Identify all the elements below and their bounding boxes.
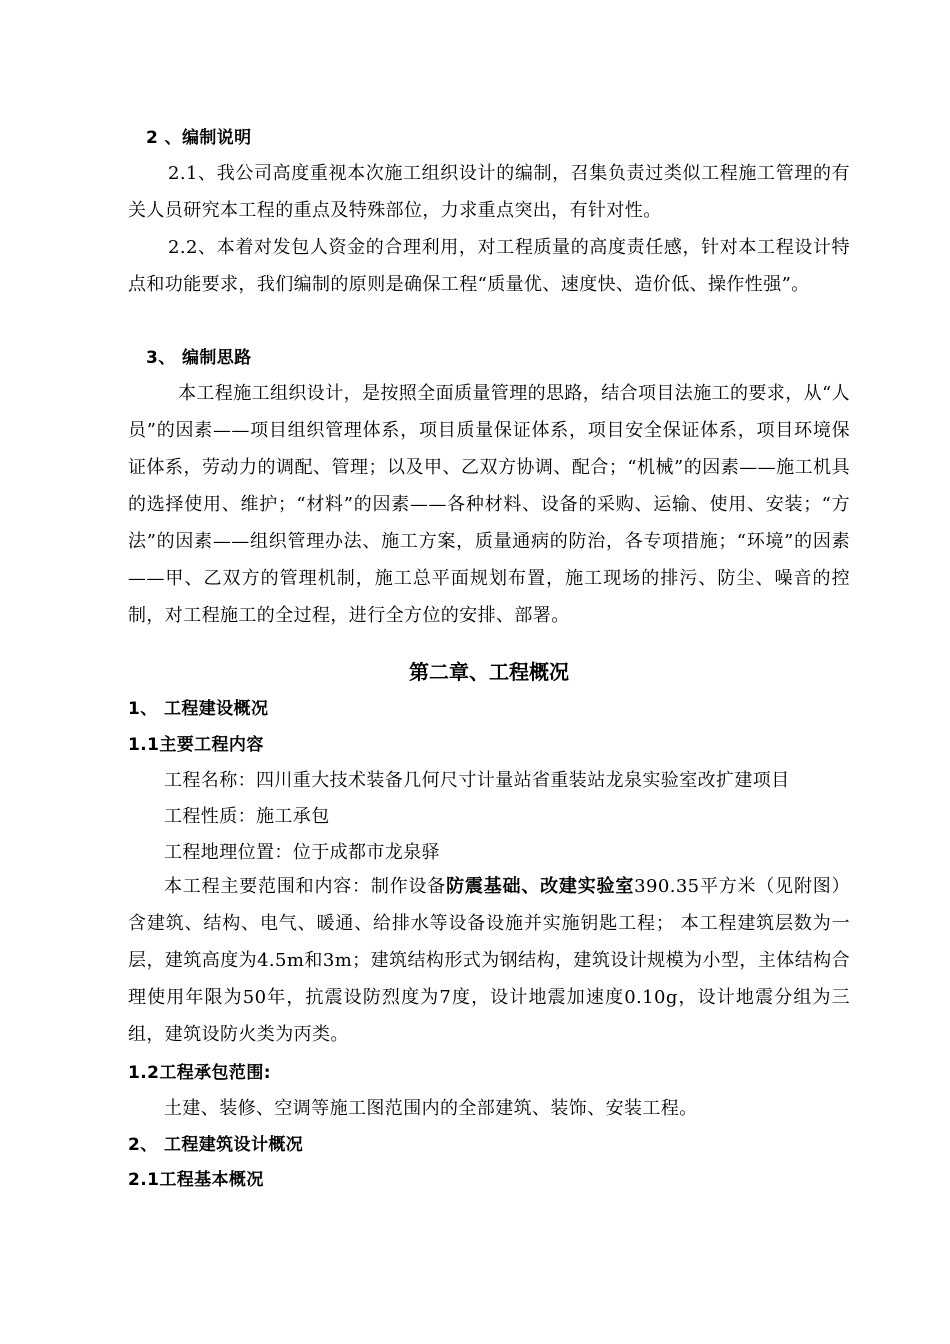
section-heading-3: 3、 编制思路 (146, 348, 252, 368)
chapter-title: 第二章、工程概况 (409, 660, 569, 684)
section-heading-2-design: 2、 工程建筑设计概况 (128, 1135, 304, 1155)
subsection-heading-1-2: 1.2工程承包范围: (128, 1063, 271, 1083)
section-heading-1: 1、 工程建设概况 (128, 699, 269, 719)
project-name-line: 工程名称：四川重大技术装备几何尺寸计量站省重装站龙泉实验室改扩建项目 (164, 770, 790, 791)
subsection-heading-1-1: 1.1主要工程内容 (128, 735, 264, 755)
project-scope-paragraph (128, 868, 850, 1053)
scope-text-rest: 390.35平方米（见附图）含建筑、结构、电气、暖通、给排水等设备设施并实施钥匙工程； 本工程建筑层数为一层，建筑高度为4.5m和3m；建筑结构形式为钢结构，建筑设计规模为小型，主体结构合理使用年限为50年，抗震设防烈度为7度，设计地震加速度0.10g，设计地震分组为三组，建筑设防火类为丙类。 (128, 876, 850, 1045)
project-nature-line: 工程性质：施工承包 (164, 806, 330, 827)
paragraph-2-1: 2.1、我公司高度重视本次施工组织设计的编制，召集负责过类似工程施工管理的有关人员研究本工程的重点及特殊部位，力求重点突出，有针对性。 (128, 163, 850, 221)
subsection-heading-2-1: 2.1工程基本概况 (128, 1170, 264, 1190)
scope-text-bold: 防震基础、改建实验室 (446, 876, 635, 897)
paragraph-2-2: 2.2、本着对发包人资金的合理利用，对工程质量的高度责任感，针对本工程设计特点和功能要求，我们编制的原则是确保工程“质量优、速度快、造价低、操作性强”。 (128, 237, 850, 295)
project-location-line: 工程地理位置：位于成都市龙泉驿 (164, 842, 440, 863)
scope-text-intro: 本工程主要范围和内容：制作设备 (164, 876, 447, 897)
contract-scope-text: 土建、装修、空调等施工图范围内的全部建筑、装饰、安装工程。 (164, 1098, 698, 1119)
section-heading-2: 2 、编制说明 (146, 128, 252, 148)
paragraph-3: 本工程施工组织设计，是按照全面质量管理的思路，结合项目法施工的要求，从“人员”的因素——项目组织管理体系，项目质量保证体系，项目安全保证体系，项目环境保证体系，劳动力的调配、管理；以及甲、乙双方协调、配合；“机械”的因素——施工机具的选择使用、维护；“材料”的因素——各种材料、设备的采购、运输、使用、安装；“方法”的因素——组织管理办法、施工方案，质量通病的防治，各专项措施；“环境”的因素——甲、乙双方的管理机制，施工总平面规划布置，施工现场的排污、防尘、噪音的控制，对工程施工的全过程，进行全方位的安排、部署。 (128, 383, 850, 626)
